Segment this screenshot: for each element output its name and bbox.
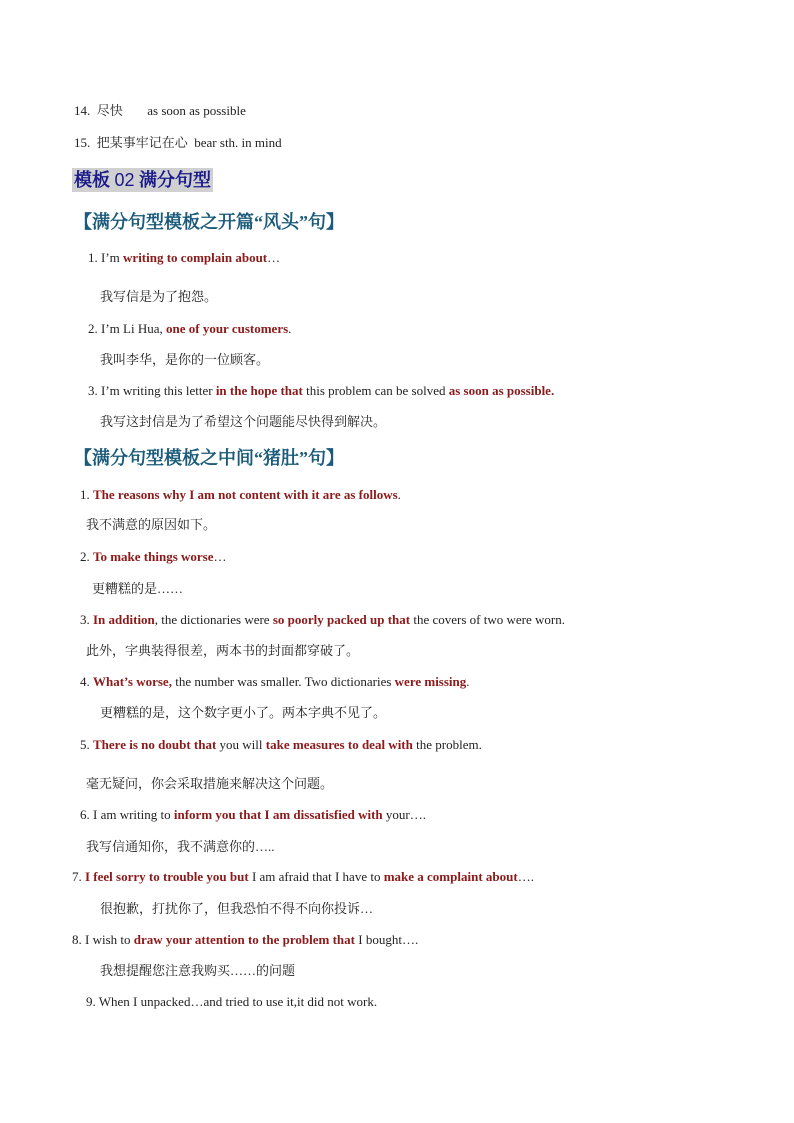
vocab-number: 15. [74, 135, 91, 150]
section-title-middle: 【满分句型模板之中间“猪肚”句】 [74, 448, 344, 468]
item-text: , the dictionaries were [154, 612, 273, 627]
template-number: 02 [114, 170, 135, 190]
item-number: 9. [86, 994, 96, 1009]
s2-item-9 [86, 993, 377, 1011]
item-number: 1. [80, 487, 90, 502]
vocab-chinese: 把某事牢记在心 [96, 135, 188, 150]
s1-item-1-translation: 我写信是为了抱怨。 [100, 289, 218, 304]
item-text: I’m Li Hua, [101, 321, 166, 336]
s2-item-4 [80, 673, 470, 691]
vocab-item-14 [74, 102, 246, 120]
item-text: your…. [382, 807, 426, 822]
item-number: 6. [80, 807, 90, 822]
s2-item-1 [80, 486, 401, 504]
item-text: I wish to [85, 932, 134, 947]
s1-item-3 [88, 382, 554, 400]
template-title: 满分句型 [139, 170, 212, 190]
section-title-opening: 【满分句型模板之开篇“风头”句】 [74, 212, 344, 232]
s1-item-1 [88, 249, 280, 267]
item-key-phrase: The reasons why I am not content with it are as follows [93, 487, 398, 502]
item-text: I am afraid that I have to [248, 869, 384, 884]
item-text: the number was smaller. Two dictionaries [171, 674, 395, 689]
item-key-phrase: inform you that I am dissatisfied with [173, 807, 383, 822]
template-heading [72, 168, 213, 192]
s2-item-5-translation: 毫无疑问，你会采取措施来解决这个问题。 [86, 776, 334, 791]
item-text: I’m [101, 250, 124, 265]
item-number: 3. [80, 612, 90, 627]
item-key-phrase: There is no doubt that [93, 737, 217, 752]
item-text: …. [517, 869, 534, 884]
s2-item-3 [80, 611, 565, 629]
item-text: … [213, 549, 227, 564]
item-key-phrase: in the hope that [215, 383, 303, 398]
item-number: 3. [88, 383, 98, 398]
s2-item-4-translation: 更糟糕的是，这个数字更小了。两本字典不见了。 [100, 705, 387, 720]
s1-item-2 [88, 320, 291, 338]
item-text: the covers of two were worn. [410, 612, 565, 627]
s2-item-7-translation: 很抱歉，打扰你了，但我恐怕不得不向你投诉… [100, 901, 374, 916]
s2-item-8-translation: 我想提醒您注意我购买……的问题 [100, 963, 296, 978]
item-number: 4. [80, 674, 90, 689]
vocab-item-15 [74, 134, 282, 152]
item-key-phrase: What’s worse, [93, 674, 172, 689]
item-text: I bought…. [355, 932, 419, 947]
item-text: When I unpacked…and tried to use it,it did not work. [98, 994, 378, 1009]
item-key-phrase: writing to complain about [123, 250, 268, 265]
vocab-english: as soon as possible [147, 103, 246, 118]
vocab-english: bear sth. in mind [194, 135, 282, 150]
item-key-phrase: were missing [394, 674, 467, 689]
item-key-phrase: draw your attention to the problem that [133, 932, 355, 947]
s2-item-2-translation: 更糟糕的是…… [92, 581, 184, 596]
item-key-phrase: as soon as possible. [448, 383, 555, 398]
item-key-phrase: take measures to deal with [265, 737, 413, 752]
item-key-phrase: To make things worse [93, 549, 214, 564]
item-key-phrase: one of your customers [165, 321, 289, 336]
s2-item-6 [80, 806, 426, 824]
item-number: 2. [80, 549, 90, 564]
item-key-phrase: In addition [93, 612, 155, 627]
vocab-number: 14. [74, 103, 91, 118]
s2-item-6-translation: 我写信通知你，我不满意你的….. [86, 839, 275, 854]
s2-item-3-translation: 此外，字典装得很差，两本书的封面都穿破了。 [86, 643, 360, 658]
item-number: 8. [72, 932, 82, 947]
s2-item-1-translation: 我不满意的原因如下。 [86, 517, 217, 532]
item-number: 1. [88, 250, 98, 265]
item-text: I am writing to [93, 807, 174, 822]
item-key-phrase: make a complaint about [383, 869, 518, 884]
item-text: you will [216, 737, 266, 752]
s2-item-5 [80, 736, 482, 754]
item-number: 2. [88, 321, 98, 336]
item-text: the problem. [412, 737, 482, 752]
item-key-phrase: so poorly packed up that [272, 612, 411, 627]
item-number: 5. [80, 737, 90, 752]
item-number: 7. [72, 869, 82, 884]
s1-item-3-translation: 我写这封信是为了希望这个问题能尽快得到解决。 [100, 414, 387, 429]
item-text: … [267, 250, 281, 265]
s2-item-7 [72, 868, 534, 886]
vocab-chinese: 尽快 [96, 103, 123, 118]
item-key-phrase: I feel sorry to trouble you but [85, 869, 249, 884]
item-text: this problem can be solved [302, 383, 449, 398]
item-text: . [466, 674, 470, 689]
s2-item-2 [80, 548, 227, 566]
item-text: I’m writing this letter [101, 383, 216, 398]
s2-item-8 [72, 931, 418, 949]
item-text: . [397, 487, 401, 502]
item-text: . [288, 321, 292, 336]
s1-item-2-translation: 我叫李华，是你的一位顾客。 [100, 352, 270, 367]
template-label: 模板 [74, 170, 110, 190]
